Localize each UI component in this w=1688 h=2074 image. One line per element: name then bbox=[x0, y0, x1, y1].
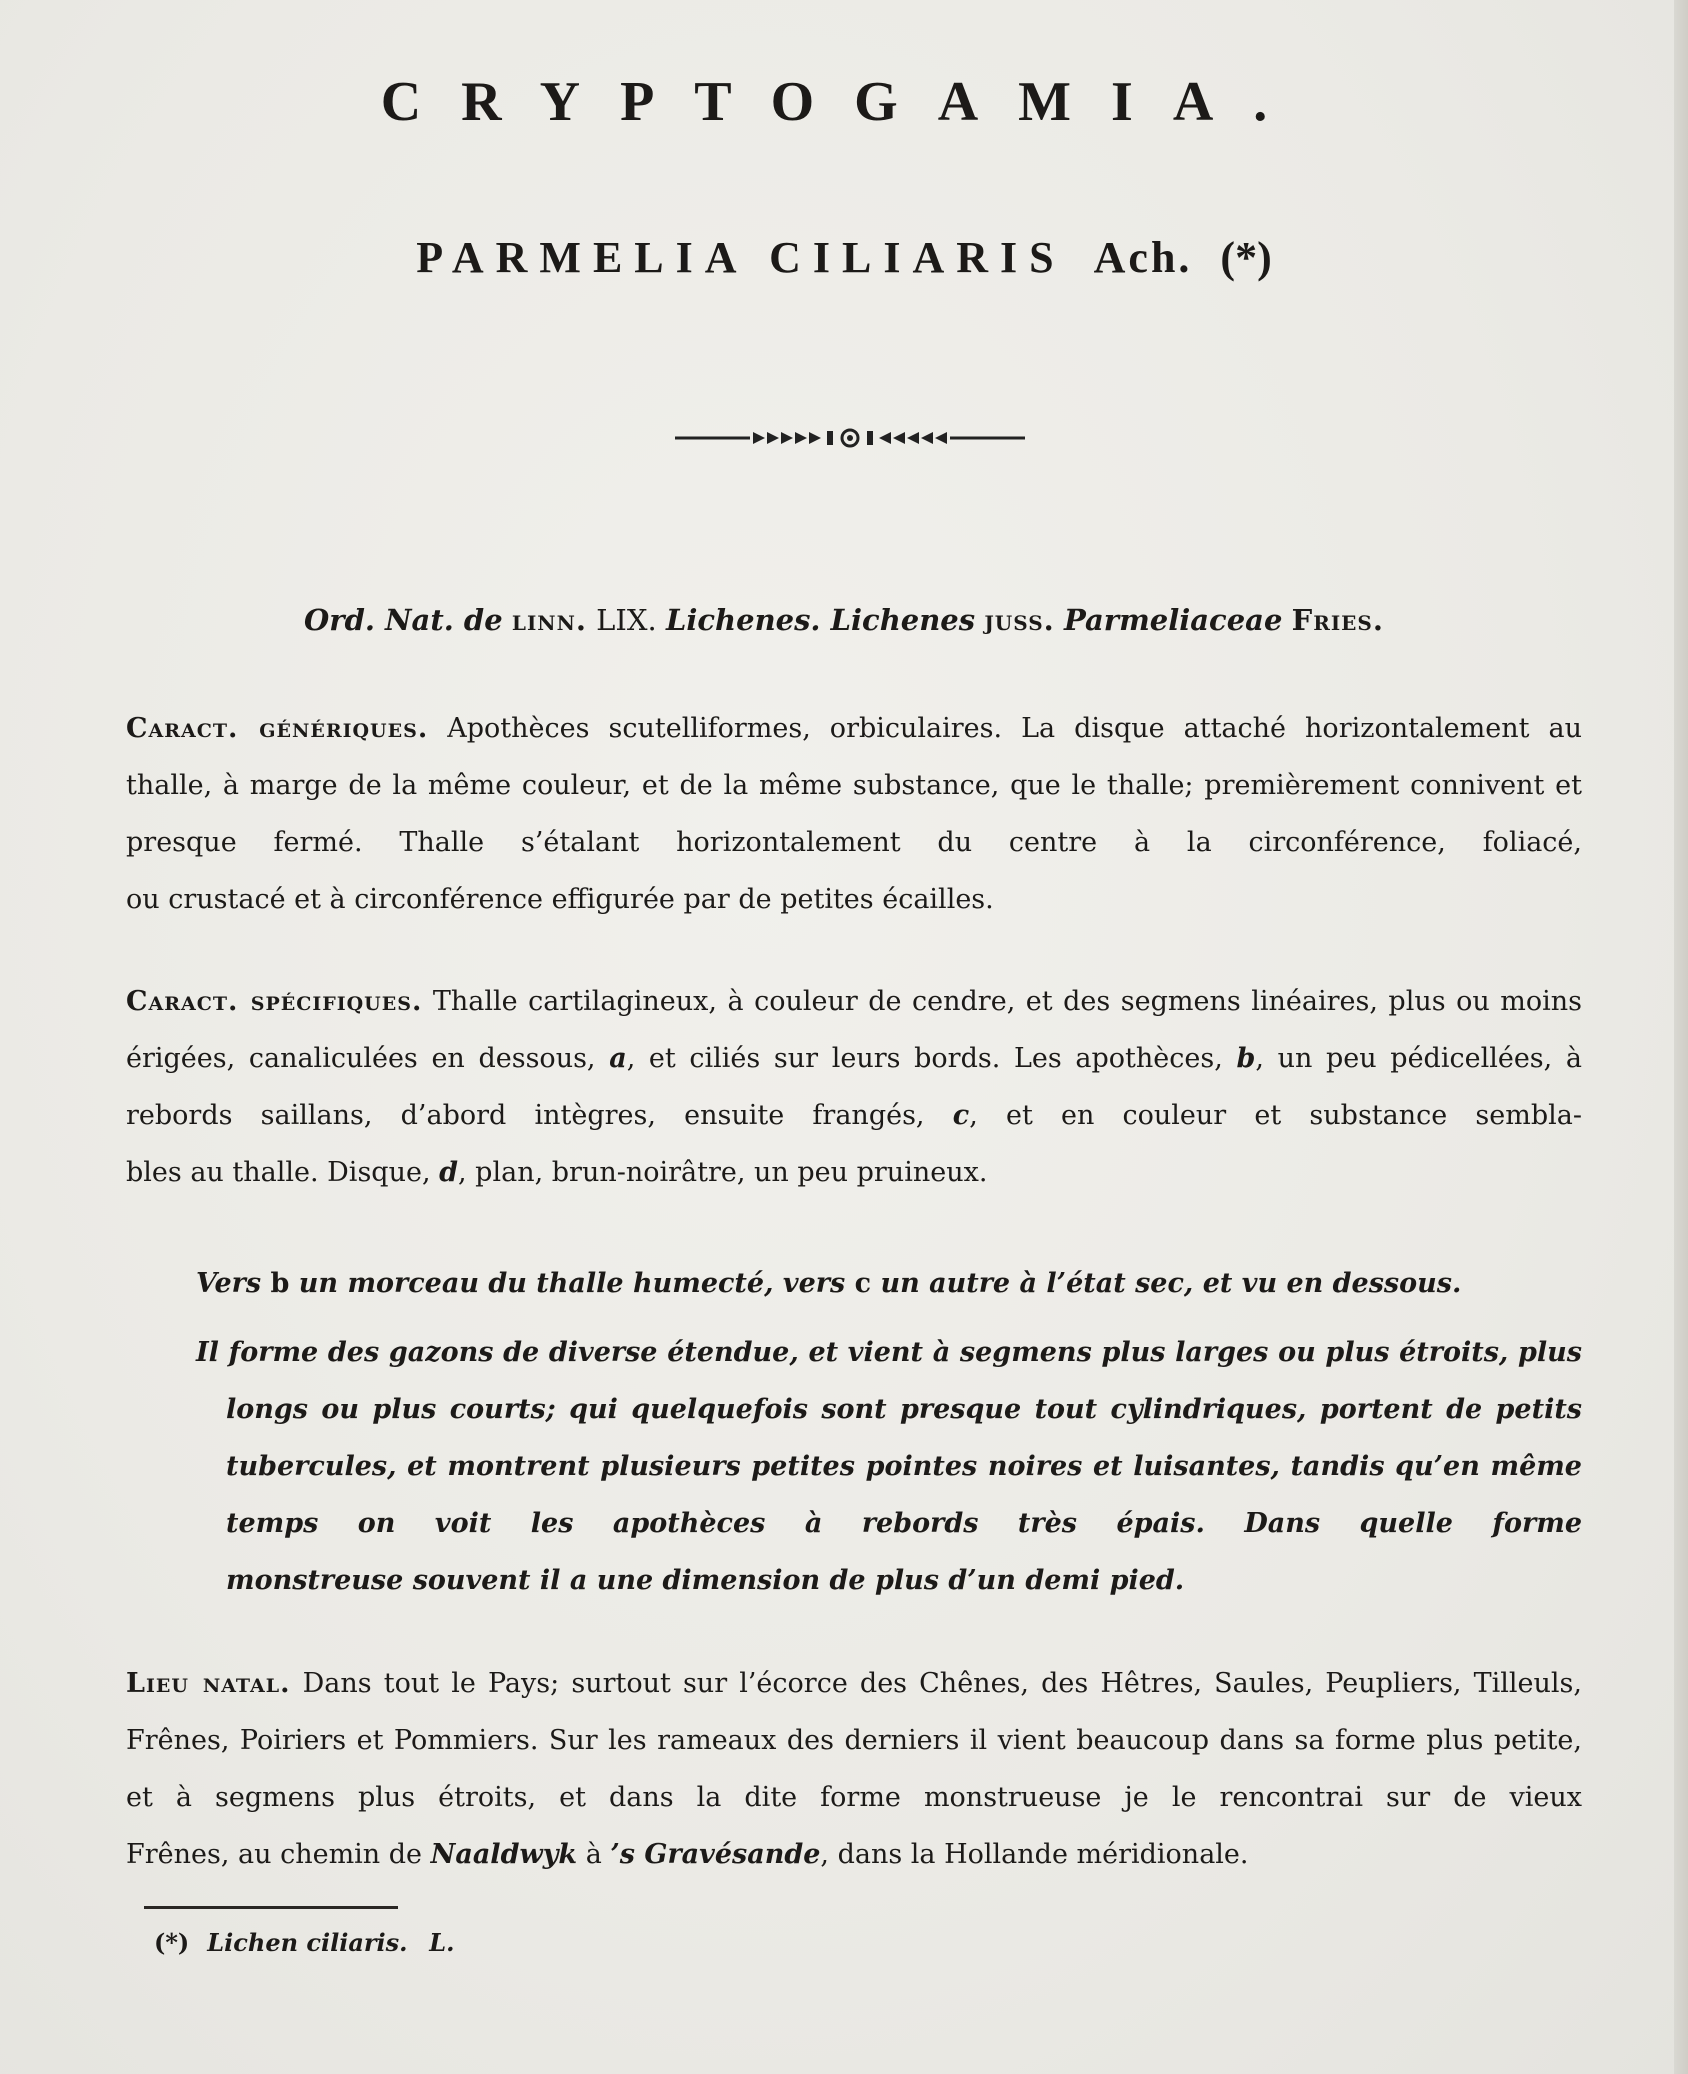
generic-last-line: ou crustacé et à circonférence effigurée par de petites écailles. bbox=[126, 884, 994, 915]
habitat-last-1: Frênes, au chemin de bbox=[126, 1839, 423, 1870]
generic-text: Apothèces scutelliformes, orbiculaires. La disque attaché horizontalement au thalle, à marge de la même couleur, et de la même substance, que le thalle; premièrement connivent et presque fermé. Thalle s’étalant horizontalement du centre à la circonférence, foliacé, bbox=[126, 713, 1582, 858]
footnote-mark: (*) bbox=[1220, 233, 1272, 282]
specific-text-2: , et ciliés sur leurs bords. Les apothèces, bbox=[626, 1043, 1223, 1074]
figure-caption-line bbox=[196, 1255, 1582, 1312]
specific-mark-c: c bbox=[952, 1100, 970, 1131]
figure-description bbox=[196, 1255, 1582, 1609]
generic-label: Caract. génériques. bbox=[126, 713, 429, 744]
specific-text-3: , un peu pédicellées, à rebords saillans, d’abord intègres, ensuite frangés, bbox=[126, 1043, 1582, 1131]
generic-paragraph bbox=[126, 700, 1582, 928]
specific-label: Caract. spécifiques. bbox=[126, 986, 423, 1017]
habit-last-line: monstreuse souvent il a une dimension de plus d’un demi pied. bbox=[226, 1565, 1185, 1596]
species-title bbox=[0, 232, 1688, 283]
caption-vers: Vers bbox=[196, 1268, 262, 1299]
order-number: LIX. bbox=[596, 603, 657, 637]
habitat-paragraph bbox=[126, 1655, 1582, 1883]
habitat-last-3: , dans la Hollande méridionale. bbox=[820, 1839, 1249, 1870]
footnote-rule bbox=[144, 1906, 398, 1909]
habitat-text: Dans tout le Pays; surtout sur l’écorce des Chênes, des Hêtres, Saules, Peupliers, Tilleuls, Frênes, Poiriers et Pommiers. Sur les rameaux des derniers il vient beaucoup dans sa forme plus petite, et à segmens plus étroits, et dans la dite forme monstrueuse je le rencontrai sur de vieux bbox=[126, 1668, 1582, 1813]
order-text-a: Ord. Nat. de bbox=[304, 603, 503, 637]
caption-mark-c: c bbox=[854, 1268, 872, 1299]
caption-text-2: un autre à l’état sec, et vu en dessous. bbox=[880, 1268, 1462, 1299]
specific-last-2: , plan, brun-noirâtre, un peu pruineux. bbox=[458, 1157, 988, 1188]
order-parmeliaceae: Parmeliaceae bbox=[1063, 603, 1283, 637]
order-line bbox=[0, 592, 1688, 649]
specific-mark-a: a bbox=[609, 1043, 627, 1074]
specific-paragraph bbox=[126, 973, 1582, 1201]
species-name: PARMELIA CILIARIS bbox=[416, 233, 1066, 282]
footnote-text: Lichen ciliaris. bbox=[207, 1928, 408, 1957]
footnote bbox=[154, 1928, 454, 1957]
habit-paragraph: Il forme des gazons de diverse étendue, et vient à segmens plus larges ou plus étroits, plus longs ou plus courts; qui quelquefois sont presque tout cylindriques, portent de petits tubercules, et montrent plusieurs petites pointes noires et luisantes, tandis qu’en même temps on voit les apothèces à rebords très épais. Dans quelle forme bbox=[196, 1337, 1582, 1539]
specific-text-1: Thalle cartilagineux, à couleur de cendre, et des segmens linéaires, plus ou moins érigées, canaliculées en dessous, bbox=[126, 986, 1582, 1074]
order-linn: linn. bbox=[511, 603, 587, 637]
caption-mark-b: b bbox=[270, 1268, 290, 1299]
specific-last-1: bles au thalle. Disque, bbox=[126, 1157, 431, 1188]
footnote-author: L. bbox=[429, 1928, 455, 1957]
habitat-last-2: à bbox=[585, 1839, 602, 1870]
page-edge bbox=[1674, 0, 1688, 2074]
place-gravesande: ’s Gravésande bbox=[610, 1839, 821, 1870]
footnote-mark-bottom: (*) bbox=[154, 1928, 190, 1957]
habitat-label: Lieu natal. bbox=[126, 1668, 291, 1699]
specific-mark-d: d bbox=[439, 1157, 459, 1188]
order-fries: Fries. bbox=[1291, 603, 1384, 637]
species-author: Ach. bbox=[1093, 233, 1193, 282]
ornament-divider-icon bbox=[675, 428, 1025, 448]
specific-text-4: , et en couleur et substance sembla- bbox=[969, 1100, 1583, 1131]
specific-mark-b: b bbox=[1236, 1043, 1256, 1074]
main-title: CRYPTOGAMIA. bbox=[380, 71, 1308, 133]
order-juss: juss. bbox=[984, 603, 1055, 637]
place-naaldwyk: Naaldwyk bbox=[430, 1839, 578, 1870]
order-lichenes: Lichenes. Lichenes bbox=[665, 603, 976, 637]
caption-text-1: un morceau du thalle humecté, vers bbox=[298, 1268, 846, 1299]
